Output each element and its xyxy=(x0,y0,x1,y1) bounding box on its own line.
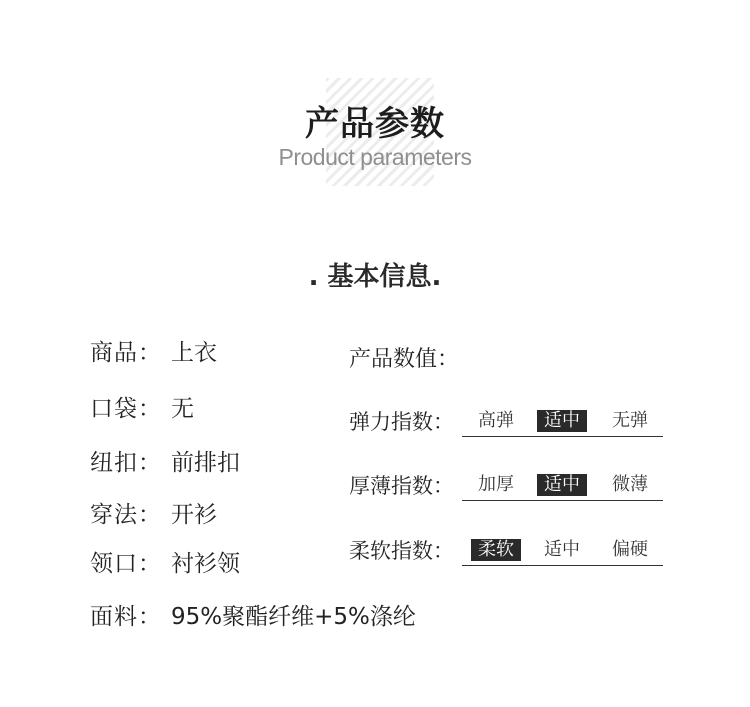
info-value: 95%聚酯纤维+5%涤纶 xyxy=(171,604,416,630)
info-row-wear-style xyxy=(90,496,217,529)
info-label: 口袋 xyxy=(90,396,138,422)
index-option: 适中 xyxy=(537,474,587,496)
index-option: 无弹 xyxy=(612,410,648,431)
info-separator: ： xyxy=(138,551,161,577)
index-row-elasticity xyxy=(349,406,669,436)
info-value: 无 xyxy=(171,396,194,422)
info-separator: ： xyxy=(138,396,161,422)
info-value: 衬衫领 xyxy=(171,551,240,577)
index-label: 厚薄指数： xyxy=(349,474,454,498)
index-options xyxy=(462,406,663,437)
params-title: 产品数值： xyxy=(349,347,460,372)
info-label: 面料 xyxy=(90,604,138,630)
index-option: 柔软 xyxy=(471,539,521,561)
info-separator: ： xyxy=(138,604,161,630)
index-option: 高弹 xyxy=(478,410,514,431)
info-value: 前排扣 xyxy=(171,450,240,476)
index-options xyxy=(462,535,663,566)
info-label: 领口 xyxy=(90,551,138,577)
info-value: 开衫 xyxy=(171,502,217,528)
info-separator: ： xyxy=(138,502,161,528)
index-option: 加厚 xyxy=(478,474,514,495)
index-option: 适中 xyxy=(537,410,587,432)
info-row-collar xyxy=(90,545,240,578)
info-row-product xyxy=(90,334,217,367)
section-title: . 基本信息. xyxy=(308,262,442,292)
info-separator: ： xyxy=(138,450,161,476)
index-row-thickness xyxy=(349,470,669,500)
info-row-button xyxy=(90,444,240,477)
index-option: 微薄 xyxy=(612,474,648,495)
index-label: 弹力指数： xyxy=(349,410,454,434)
page-title: 产品参数 xyxy=(305,104,445,144)
info-separator: ： xyxy=(138,340,161,366)
page-subtitle: Product parameters xyxy=(278,144,472,170)
info-value: 上衣 xyxy=(171,340,217,366)
info-row-pocket xyxy=(90,390,194,423)
info-label: 纽扣 xyxy=(90,450,138,476)
index-options xyxy=(462,470,663,501)
info-row-fabric xyxy=(90,598,416,631)
info-label: 穿法 xyxy=(90,502,138,528)
info-label: 商品 xyxy=(90,340,138,366)
index-option: 适中 xyxy=(544,539,580,560)
index-row-softness xyxy=(349,535,669,565)
index-option: 偏硬 xyxy=(612,539,648,560)
index-label: 柔软指数： xyxy=(349,539,454,563)
